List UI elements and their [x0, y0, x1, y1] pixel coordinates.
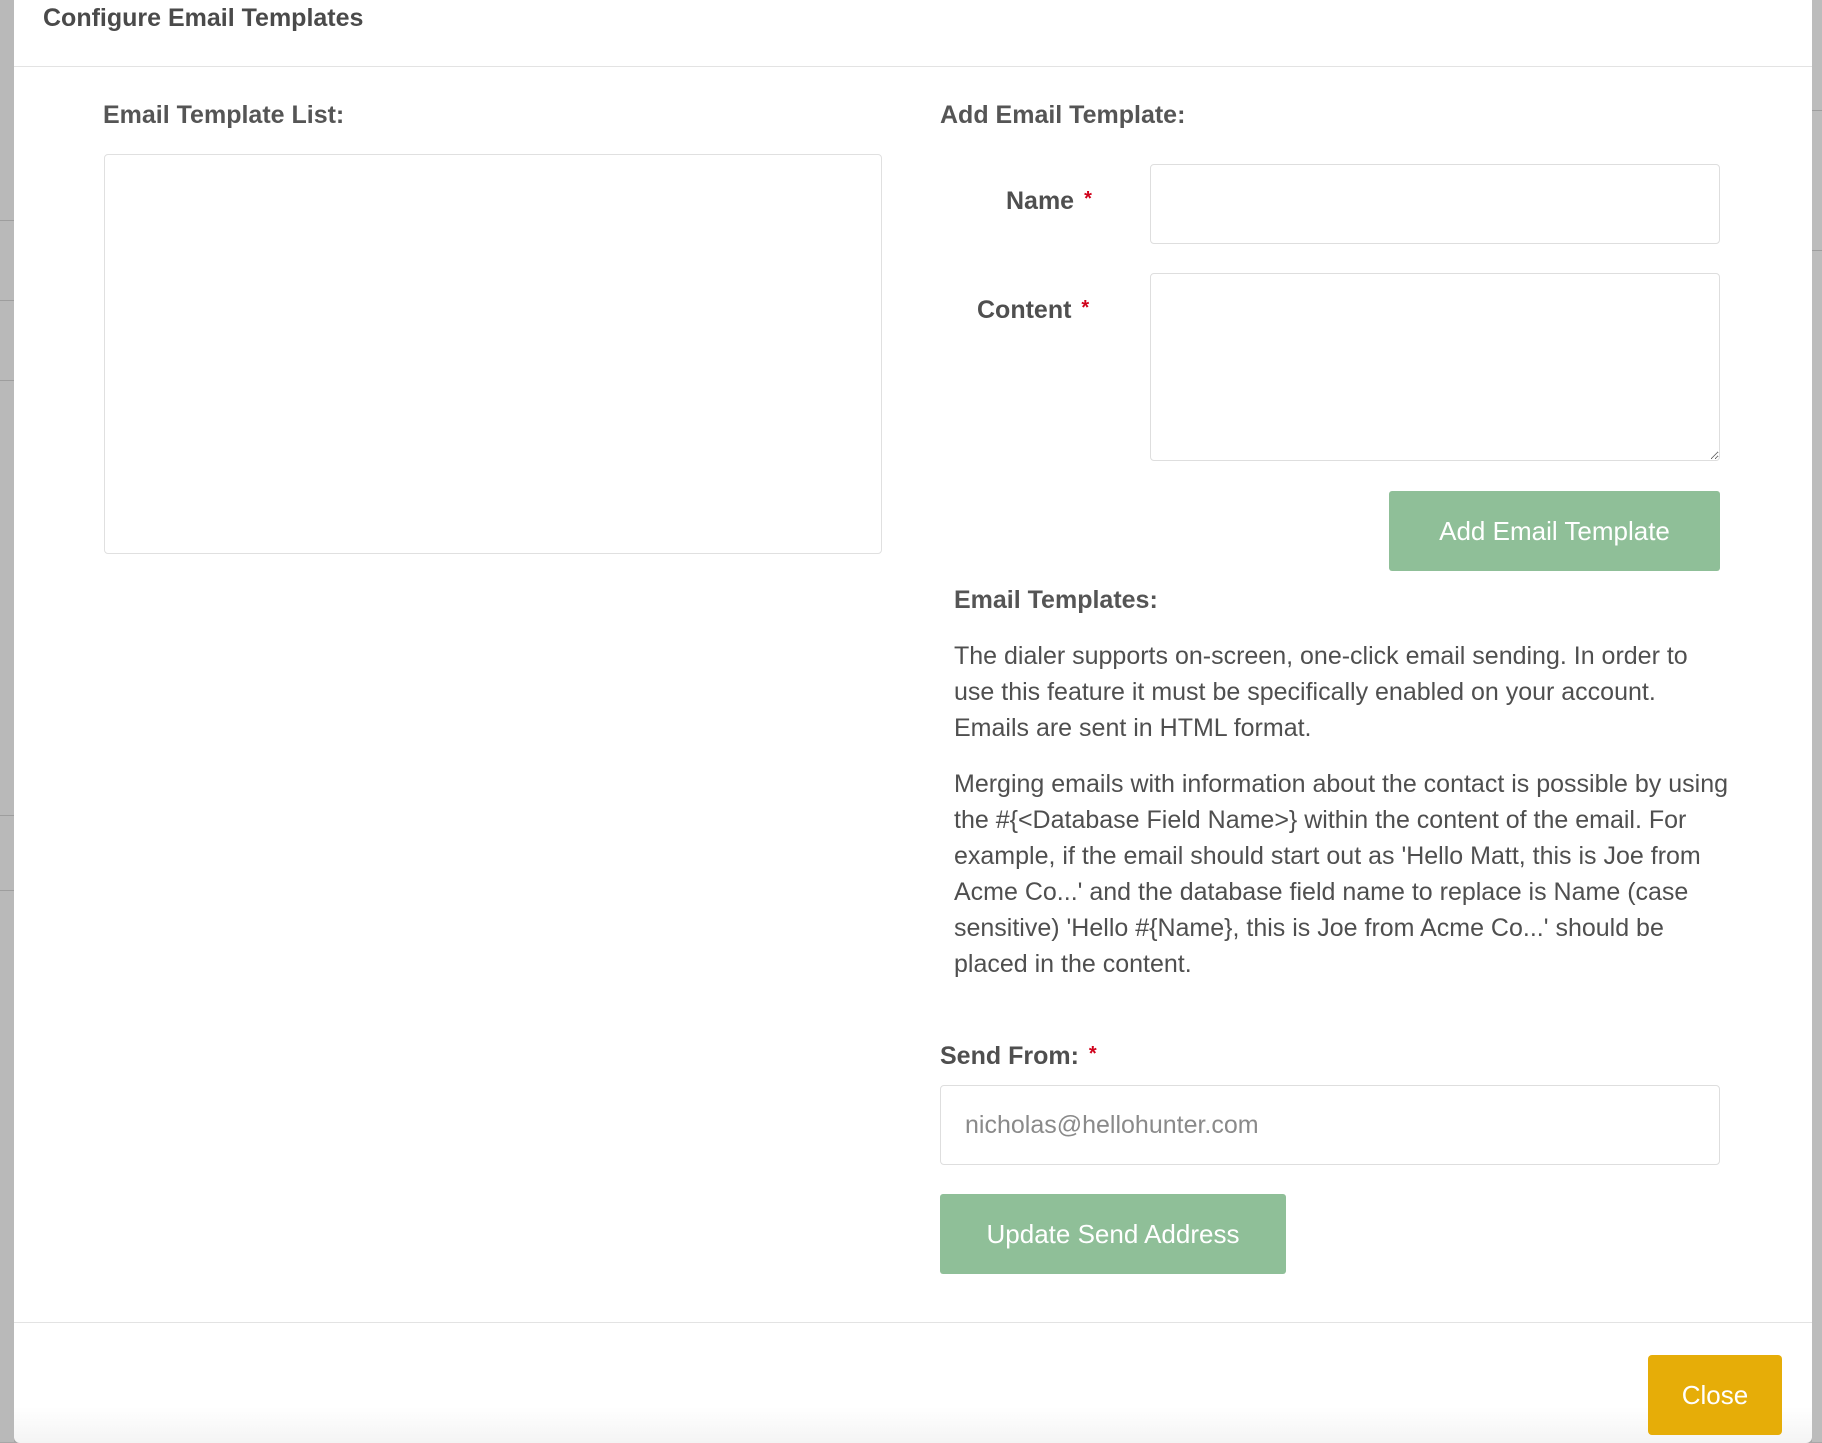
- email-template-list[interactable]: [104, 154, 882, 554]
- send-from-label: [940, 1042, 1097, 1071]
- configure-email-templates-modal: [14, 0, 1812, 1442]
- send-from-label-text: Send From:: [940, 1042, 1079, 1070]
- required-indicator: *: [1088, 1043, 1097, 1065]
- close-button[interactable]: Close: [1648, 1355, 1782, 1435]
- modal-title: Configure Email Templates: [43, 4, 364, 32]
- template-content-textarea[interactable]: [1150, 273, 1720, 461]
- background-divider: [0, 380, 14, 381]
- content-label: [977, 296, 1089, 325]
- modal-footer: [14, 1322, 1812, 1443]
- content-label-text: Content: [977, 296, 1072, 324]
- background-divider: [1812, 250, 1822, 251]
- background-divider: [0, 890, 14, 891]
- modal-header: [14, 0, 1812, 67]
- send-from-email-input[interactable]: [940, 1085, 1720, 1165]
- background-divider: [0, 300, 14, 301]
- name-label-text: Name: [1006, 187, 1075, 215]
- help-paragraph-merging: Merging emails with information about the contact is possible by using the #{<Database Field Name>} within the content of the email. For example, if the email should start out as 'Hello Matt, this is Joe from Acme Co...' and the database field name to replace is Name (case sensitive) 'Hello #{Name}, this is Joe from Acme Co...' should be placed in the content.: [954, 770, 1729, 978]
- background-page-left: [0, 0, 14, 1442]
- required-indicator: *: [1084, 188, 1092, 210]
- background-divider: [1812, 110, 1822, 111]
- add-email-template-heading: Add Email Template:: [940, 101, 1186, 129]
- email-template-list-label: Email Template List:: [103, 101, 345, 129]
- email-templates-help-title: Email Templates:: [954, 586, 1158, 614]
- add-email-template-button[interactable]: Add Email Template: [1389, 491, 1720, 571]
- background-divider: [0, 815, 14, 816]
- required-indicator: *: [1081, 297, 1090, 319]
- name-label: [1006, 187, 1092, 216]
- update-send-address-button[interactable]: Update Send Address: [940, 1194, 1286, 1274]
- background-page-right: [1812, 0, 1822, 1442]
- background-divider: [0, 220, 14, 221]
- help-paragraph-sending: The dialer supports on-screen, one-click email sending. In order to use this feature it must be specifically enabled on your account. Emails are sent in HTML format.: [954, 642, 1688, 742]
- template-name-input[interactable]: [1150, 164, 1720, 244]
